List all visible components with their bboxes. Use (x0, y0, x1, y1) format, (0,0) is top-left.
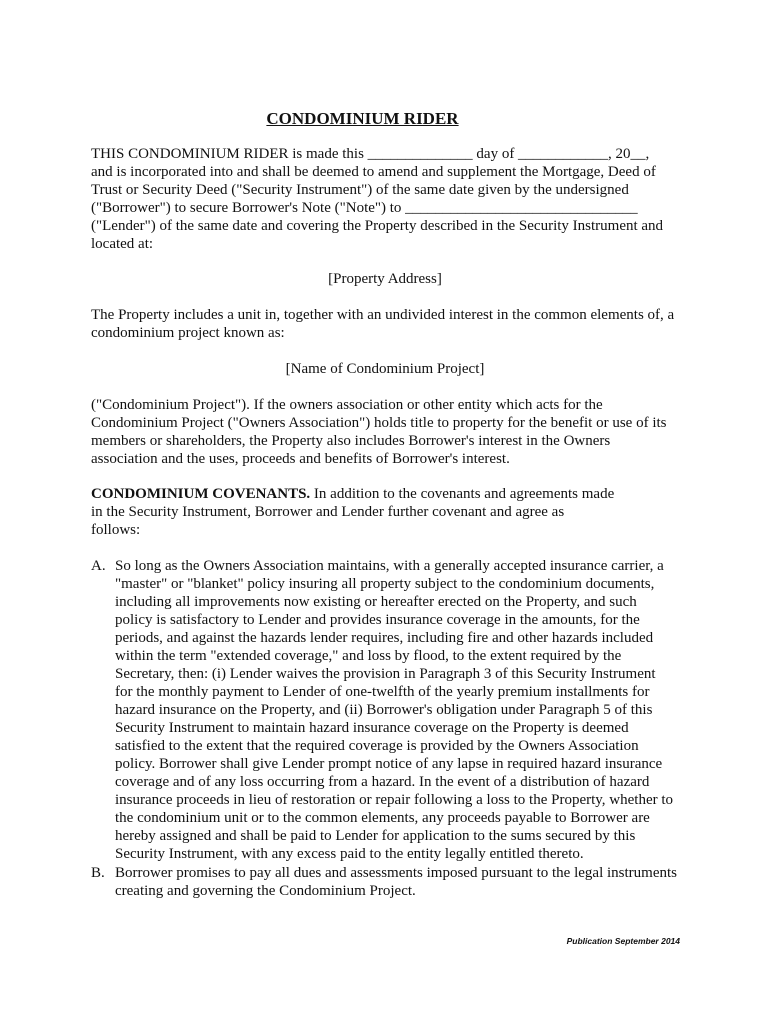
item-line: for the monthly payment to Lender of one-twelfth of the yearly premium installments for (115, 684, 650, 700)
item-line: "master" or "blanket" policy insuring all property subject to the condominium documents, (115, 576, 655, 592)
covenants-intro-text: In addition to the covenants and agreements made (310, 486, 615, 502)
item-line: the condominium unit or to the common elements, any proceeds payable to Borrower are (115, 810, 650, 826)
property-paragraph (91, 306, 691, 342)
item-body (115, 557, 695, 863)
item-line: including all improvements now existing or hereafter erected on the Property, and such (115, 594, 637, 610)
intro-line: Trust or Security Deed ("Security Instrument") of the same date given by the undersigned (91, 182, 629, 198)
item-body (115, 864, 695, 900)
association-line: association and the uses, proceeds and benefits of Borrower's interest. (91, 451, 510, 467)
item-line: policy is satisfactory to Lender and provides insurance coverage in the amounts, for the (115, 612, 640, 628)
intro-line: and is incorporated into and shall be deemed to amend and supplement the Mortgage, Deed of (91, 164, 656, 180)
covenants-line: in the Security Instrument, Borrower and Lender further covenant and agree as (91, 504, 565, 520)
association-line: ("Condominium Project"). If the owners association or other entity which acts for the (91, 397, 603, 413)
intro-line: THIS CONDOMINIUM RIDER is made this ______________ day of ____________, 20__, (91, 146, 650, 162)
item-line: Security Instrument to maintain hazard insurance coverage on the Property is deemed (115, 720, 629, 736)
item-letter: B. (91, 865, 105, 881)
intro-paragraph (91, 145, 691, 253)
intro-line: ("Lender") of the same date and covering the Property described in the Security Instrument and (91, 218, 664, 234)
item-line: Borrower promises to pay all dues and assessments imposed pursuant to the legal instruments (115, 865, 677, 881)
item-line: hazard insurance on the Property, and (ii) Borrower's obligation under Paragraph 5 of this (115, 702, 653, 718)
property-line: The Property includes a unit in, together with an undivided interest in the common elements of, a (91, 307, 675, 323)
item-line: periods, and against the hazards lender requires, including fire and other hazards included (115, 630, 654, 646)
property-line: condominium project known as: (91, 325, 285, 341)
item-line: coverage and of any loss occurring from a hazard. In the event of a distribution of hazard (115, 774, 650, 790)
item-line: insurance proceeds in lieu of restoration or repair following a loss to the Property, whether to (115, 792, 674, 808)
covenants-heading: CONDOMINIUM COVENANTS. (91, 486, 311, 502)
intro-line: ("Borrower") to secure Borrower's Note ("Note") to _______________________________ (91, 200, 638, 216)
publication-footer: Publication September 2014 (566, 936, 680, 946)
item-line: hereby assigned and shall be paid to Lender for application to the sums secured by this (115, 828, 636, 844)
document-title: CONDOMINIUM RIDER (266, 109, 459, 128)
item-line: Secretary, then: (i) Lender waives the provision in Paragraph 3 of this Security Instrument (115, 666, 656, 682)
association-paragraph (91, 396, 691, 468)
item-line: Security Instrument, with any excess paid to the entity legally entitled thereto. (115, 846, 584, 862)
property-address-placeholder: [Property Address] (328, 271, 442, 287)
item-line: So long as the Owners Association maintains, with a generally accepted insurance carrier, a (115, 558, 664, 574)
item-line: satisfied to the extent that the required coverage is provided by the Owners Association (115, 738, 639, 754)
project-name-placeholder: [Name of Condominium Project] (285, 361, 485, 377)
item-letter: A. (91, 558, 106, 574)
association-line: Condominium Project ("Owners Association") holds title to property for the benefit or use of its (91, 415, 667, 431)
item-line: creating and governing the Condominium Project. (115, 883, 416, 899)
covenants-paragraph (91, 485, 691, 539)
intro-line: located at: (91, 236, 154, 252)
association-line: members or shareholders, the Property also includes Borrower's interest in the Owners (91, 433, 611, 449)
covenants-first-line (91, 485, 691, 503)
item-line: within the term "extended coverage," and loss by flood, to the extent required by the (115, 648, 622, 664)
item-line: policy. Borrower shall give Lender prompt notice of any lapse in required hazard insurance (115, 756, 663, 772)
covenants-line: follows: (91, 522, 141, 538)
